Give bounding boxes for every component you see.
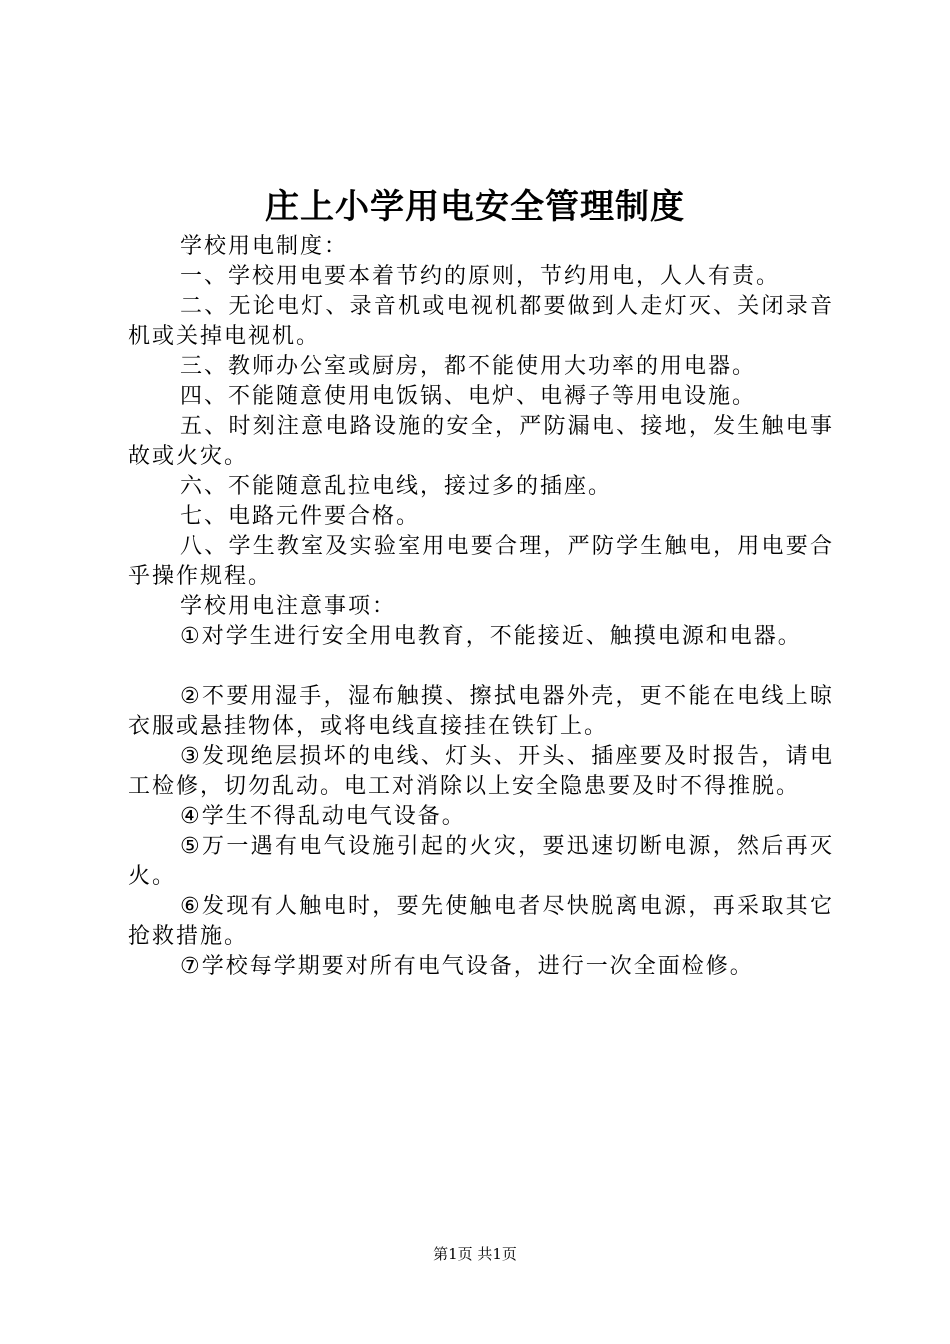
precaution-1: ①对学生进行安全用电教育，不能接近、触摸电源和电器。 <box>180 624 802 649</box>
rule-4: 四、不能随意使用电饭锅、电炉、电褥子等用电设施。 <box>180 384 757 409</box>
precaution-5: ⑤万一遇有电气设施引起的火灾，要迅速切断电源，然后再灭火。 <box>128 834 834 889</box>
section-heading-rules: 学校用电制度： <box>180 234 349 259</box>
rule-1: 一、学校用电要本着节约的原则，节约用电，人人有责。 <box>180 264 781 289</box>
rule-8: 八、学生教室及实验室用电要合理，严防学生触电，用电要合乎操作规程。 <box>128 534 834 589</box>
rule-2: 二、无论电灯、录音机或电视机都要做到人走灯灭、关闭录音机或关掉电视机。 <box>128 294 834 349</box>
precaution-4: ④学生不得乱动电气设备。 <box>180 804 466 829</box>
rule-7: 七、电路元件要合格。 <box>180 504 421 529</box>
precaution-7: ⑦学校每学期要对所有电气设备，进行一次全面检修。 <box>180 954 754 979</box>
precaution-2: ②不要用湿手，湿布触摸、擦拭电器外壳，更不能在电线上晾衣服或悬挂物体，或将电线直接挂在铁钉上。 <box>128 684 834 739</box>
document-title: 庄上小学用电安全管理制度 <box>265 187 685 227</box>
page-footer: 第1页 共1页 <box>433 1245 517 1263</box>
section-heading-precautions: 学校用电注意事项： <box>180 594 397 619</box>
rule-5: 五、时刻注意电路设施的安全，严防漏电、接地，发生触电事故或火灾。 <box>128 414 834 469</box>
precaution-3: ③发现绝层损坏的电线、灯头、开头、插座要及时报告，请电工检修，切勿乱动。电工对消除以上安全隐患要及时不得推脱。 <box>128 744 834 799</box>
document-body <box>128 232 834 982</box>
rule-3: 三、教师办公室或厨房，都不能使用大功率的用电器。 <box>180 354 757 379</box>
precaution-6: ⑥发现有人触电时，要先使触电者尽快脱离电源，再采取其它抢救措施。 <box>128 894 834 949</box>
rule-6: 六、不能随意乱拉电线，接过多的插座。 <box>180 474 613 499</box>
